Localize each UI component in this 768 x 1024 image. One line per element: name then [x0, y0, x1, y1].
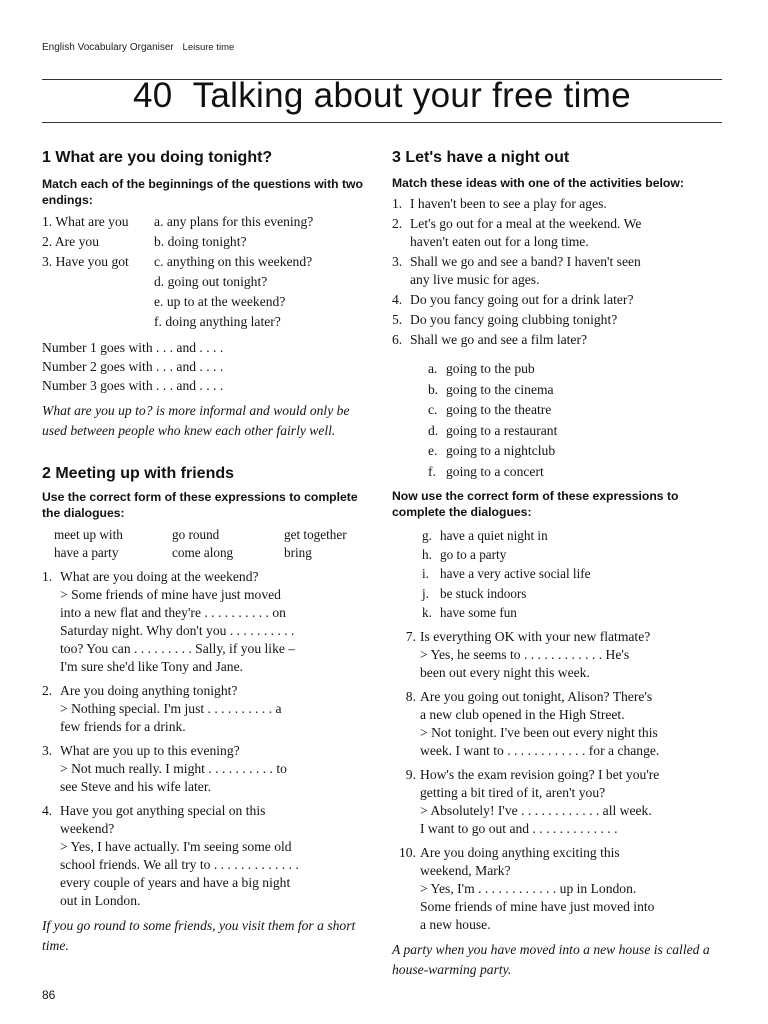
idea-item	[392, 291, 724, 309]
activity-letter: d.	[428, 422, 439, 438]
question-beginning	[42, 313, 154, 331]
expression-letter: h.	[422, 547, 432, 563]
idea-line: Shall we go and see a band? I haven't seen	[410, 254, 641, 269]
section-1-instruction: Match each of the beginnings of the questions with two endings:	[42, 177, 363, 207]
dialogue-item	[392, 688, 724, 760]
idea-line: Let's go out for a meal at the weekend. We	[410, 216, 642, 231]
activity-text: going to the cinema	[446, 381, 554, 397]
item-number: 2.	[42, 683, 53, 698]
dialogue-line: Are you going out tonight, Alison? There's	[420, 689, 653, 705]
dialogue-line: > Yes, I'm . . . . . . . . . . . . up in London.	[420, 881, 637, 897]
idea-line: Shall we go and see a film later?	[410, 332, 588, 347]
section-1-note: What are you up to? is more informal and would only be used between people who knew each other fairly well.	[42, 403, 350, 438]
expression: have a party	[54, 545, 119, 560]
item-number: 2.	[392, 216, 403, 231]
dialogue-line: a new house.	[420, 917, 491, 933]
activities-list	[428, 359, 724, 482]
idea-line: Do you fancy going out for a drink later?	[410, 292, 634, 307]
idea-item	[392, 253, 724, 289]
book-title: English Vocabulary Organiser	[42, 42, 174, 53]
dialogue-line: week. I want to . . . . . . . . . . . . for a change.	[420, 743, 660, 759]
activity-text: going to a restaurant	[446, 422, 558, 438]
section-3-instruction-2: Now use the correct form of these expressions to complete the dialogues:	[392, 489, 679, 519]
expression-text: have a very active social life	[440, 566, 591, 582]
activity-item	[428, 400, 724, 421]
expression: come along	[172, 545, 234, 560]
answer-line: Number 2 goes with . . . and . . . .	[42, 359, 224, 374]
dialogue-line: How's the exam revision going? I bet you're	[420, 767, 660, 783]
expression-item	[422, 545, 724, 564]
dialogue-line: What are you up to this evening?	[60, 743, 240, 758]
activity-item	[428, 462, 724, 483]
activity-text: going to a nightclub	[446, 443, 556, 458]
section-2-dialogues	[42, 568, 374, 910]
question-beginning	[42, 273, 154, 291]
dialogue-line: see Steve and his wife later.	[60, 779, 211, 794]
expression: bring	[284, 545, 312, 560]
expression-box	[54, 526, 374, 562]
dialogue-line: > Yes, I have actually. I'm seeing some old	[60, 839, 292, 854]
dialogue-line: Saturday night. Why don't you . . . . . . . . . .	[60, 623, 295, 638]
item-number: 7.	[405, 629, 416, 645]
dialogue-line: I'm sure she'd like Tony and Jane.	[60, 659, 244, 674]
dialogue-item	[392, 844, 724, 934]
dialogue-line: into a new flat and they're . . . . . . . . . . on	[60, 605, 286, 620]
dialogue-item	[42, 682, 374, 736]
question-ending: e. up to at the weekend?	[154, 294, 286, 309]
unit-title: Talking about your free time	[192, 76, 631, 115]
ideas-list	[392, 195, 724, 349]
expression-letter: j.	[422, 585, 429, 601]
idea-item	[392, 311, 724, 329]
expression-item	[422, 564, 724, 583]
dialogue-line: What are you doing at the weekend?	[60, 569, 259, 584]
activity-item	[428, 359, 724, 380]
section-3-dialogues	[392, 628, 724, 934]
running-header	[42, 42, 234, 53]
dialogue-line: getting a bit tired of it, aren't you?	[420, 785, 606, 801]
idea-line: Do you fancy going clubbing tonight?	[410, 312, 618, 327]
dialogue-item	[392, 766, 724, 838]
section-1-title: 1 What are you doing tonight?	[42, 149, 273, 166]
section-3-note: A party when you have moved into a new house is called a house-warming party.	[392, 942, 710, 978]
activity-letter: a.	[428, 361, 438, 376]
dialogue-line: school friends. We all try to . . . . . . . . . . . . .	[60, 857, 299, 872]
right-column	[392, 147, 724, 980]
chapter-topic: Leisure time	[182, 42, 235, 53]
dialogue-line: every couple of years and have a big night	[60, 875, 291, 890]
item-number: 8.	[405, 689, 416, 705]
dialogue-line: > Absolutely! I've . . . . . . . . . . . . all week.	[420, 803, 652, 819]
dialogue-line: out in London.	[60, 893, 141, 908]
question-beginning: 2. Are you	[42, 234, 100, 249]
dialogue-line: too? You can . . . . . . . . . Sally, if you like –	[60, 641, 296, 656]
matching-table	[42, 213, 374, 331]
idea-item	[392, 331, 724, 349]
item-number: 9.	[405, 767, 416, 783]
section-2-instruction: Use the correct form of these expressions to complete the dialogues:	[42, 490, 358, 520]
page-number: 86	[42, 988, 56, 1002]
dialogue-line: few friends for a drink.	[60, 719, 186, 734]
dialogue-item	[42, 742, 374, 796]
item-number: 1.	[392, 196, 403, 211]
expression: get together	[284, 527, 347, 542]
answer-lines	[42, 338, 374, 395]
page-title	[42, 76, 722, 116]
expression-letter: i.	[422, 566, 429, 582]
unit-number: 40	[133, 76, 173, 115]
question-beginning	[42, 293, 154, 311]
expressions-list	[422, 526, 724, 622]
activity-text: going to the pub	[446, 361, 535, 376]
item-number: 1.	[42, 569, 53, 584]
item-number: 5.	[392, 312, 403, 327]
dialogue-line: I want to go out and . . . . . . . . . . . . .	[420, 821, 618, 837]
item-number: 4.	[392, 292, 403, 307]
expression-text: have some fun	[440, 604, 517, 620]
question-ending: c. anything on this weekend?	[154, 254, 313, 269]
section-2-note: If you go round to some friends, you visit them for a short time.	[42, 918, 356, 953]
activity-text: going to a concert	[446, 463, 544, 479]
section-3-title: 3 Let's have a night out	[392, 149, 570, 166]
item-number: 3.	[392, 254, 403, 269]
question-beginning: 3. Have you got	[42, 254, 129, 269]
expression: meet up with	[54, 527, 123, 542]
question-ending: a. any plans for this evening?	[154, 214, 314, 229]
item-number: 3.	[42, 743, 53, 758]
question-beginning: 1. What are you	[42, 214, 129, 229]
activity-letter: c.	[428, 402, 438, 417]
left-column	[42, 147, 374, 956]
activity-letter: f.	[428, 463, 436, 479]
answer-line: Number 3 goes with . . . and . . . .	[42, 378, 224, 393]
dialogue-line: Is everything OK with your new flatmate?	[420, 629, 651, 645]
expression-item	[422, 603, 724, 622]
answer-line: Number 1 goes with . . . and . . . .	[42, 340, 224, 355]
dialogue-line: weekend, Mark?	[420, 863, 511, 879]
dialogue-line: Some friends of mine have just moved into	[420, 899, 655, 915]
dialogue-line: > Not tonight. I've been out every night this	[420, 725, 658, 741]
dialogue-line: Have you got anything special on this	[60, 803, 266, 818]
idea-line: any live music for ages.	[410, 272, 540, 287]
dialogue-line: been out every night this week.	[420, 665, 590, 681]
idea-line: haven't eaten out for a long time.	[410, 234, 589, 249]
item-number: 4.	[42, 803, 53, 818]
section-3-instruction: Match these ideas with one of the activities below:	[392, 176, 684, 190]
expression-item	[422, 526, 724, 545]
activity-text: going to the theatre	[446, 402, 552, 417]
dialogue-item	[42, 568, 374, 676]
expression-letter: k.	[422, 604, 432, 620]
title-bottom-rule	[42, 122, 722, 123]
dialogue-line: > Yes, he seems to . . . . . . . . . . . . He's	[420, 647, 630, 663]
activity-letter: b.	[428, 381, 439, 397]
idea-item	[392, 195, 724, 213]
question-ending: f. doing anything later?	[154, 314, 281, 329]
item-number: 6.	[392, 332, 403, 347]
question-ending: d. going out tonight?	[154, 274, 268, 289]
activity-item	[428, 380, 724, 401]
dialogue-line: a new club opened in the High Street.	[420, 707, 625, 723]
dialogue-line: > Nothing special. I'm just . . . . . . . . . . a	[60, 701, 282, 716]
expression-text: be stuck indoors	[440, 585, 527, 601]
dialogue-line: > Some friends of mine have just moved	[60, 587, 281, 602]
idea-line: I haven't been to see a play for ages.	[410, 196, 607, 211]
expression-text: go to a party	[440, 547, 507, 563]
expression-letter: g.	[422, 528, 432, 543]
expression-item	[422, 584, 724, 603]
activity-letter: e.	[428, 443, 438, 458]
dialogue-item	[392, 628, 724, 682]
dialogue-line: weekend?	[60, 821, 115, 836]
dialogue-item	[42, 802, 374, 910]
expression-text: have a quiet night in	[440, 528, 548, 543]
activity-item	[428, 421, 724, 442]
idea-item	[392, 215, 724, 251]
dialogue-line: Are you doing anything tonight?	[60, 683, 238, 698]
section-2-title: 2 Meeting up with friends	[42, 465, 235, 482]
expression: go round	[172, 527, 220, 542]
activity-item	[428, 441, 724, 462]
dialogue-line: Are you doing anything exciting this	[420, 845, 620, 861]
item-number: 10.	[399, 845, 416, 861]
question-ending: b. doing tonight?	[154, 234, 247, 249]
dialogue-line: > Not much really. I might . . . . . . . . . . to	[60, 761, 287, 776]
